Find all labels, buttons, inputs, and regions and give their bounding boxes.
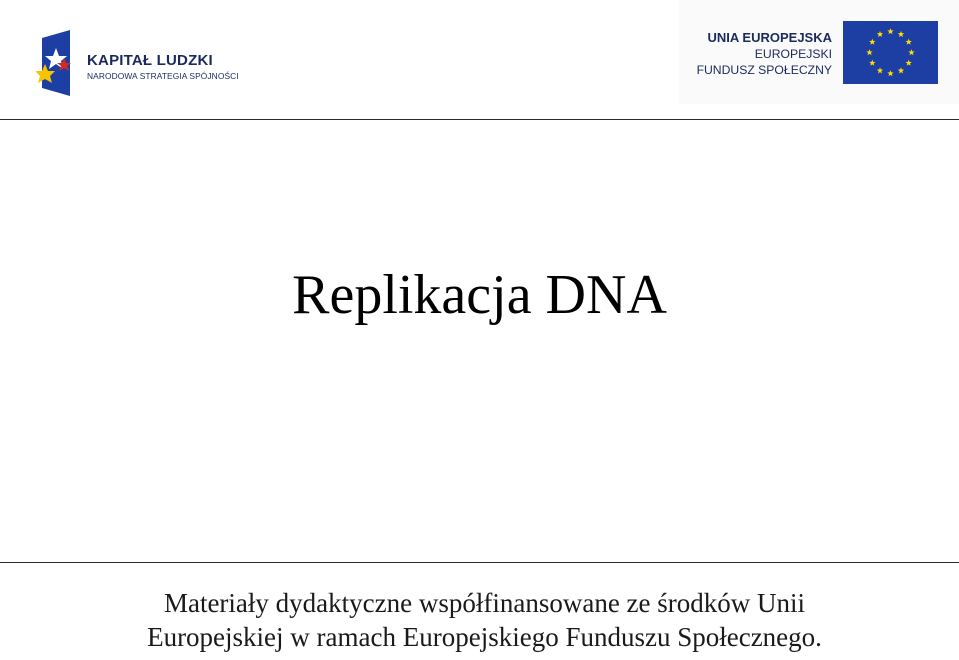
kapital-ludzki-emblem-icon [36, 30, 76, 96]
eu-logo-line3: FUNDUSZ SPOŁECZNY [696, 63, 832, 77]
funding-note-line2: Europejskiej w ramach Europejskiego Funduszu Społecznego. [147, 622, 822, 652]
slide-title: Replikacja DNA [292, 264, 667, 326]
eu-logo-line2: EUROPEJSKI [754, 47, 832, 61]
eu-logo-line1: UNIA EUROPEJSKA [707, 30, 832, 45]
kapital-ludzki-title: KAPITAŁ LUDZKI [87, 52, 213, 69]
eu-logo [679, 0, 959, 104]
eu-logo-text [697, 30, 832, 78]
slide-header [0, 0, 959, 119]
eu-flag-icon [843, 21, 938, 84]
funding-note [0, 586, 959, 654]
kapital-ludzki-logo [36, 30, 239, 100]
header-divider [0, 119, 959, 120]
funding-note-line1: Materiały dydaktyczne współfinansowane ze środków Unii [163, 588, 806, 618]
kapital-ludzki-subtitle: NARODOWA STRATEGIA SPÓJNOŚCI [87, 71, 239, 81]
footer-divider [0, 562, 959, 563]
